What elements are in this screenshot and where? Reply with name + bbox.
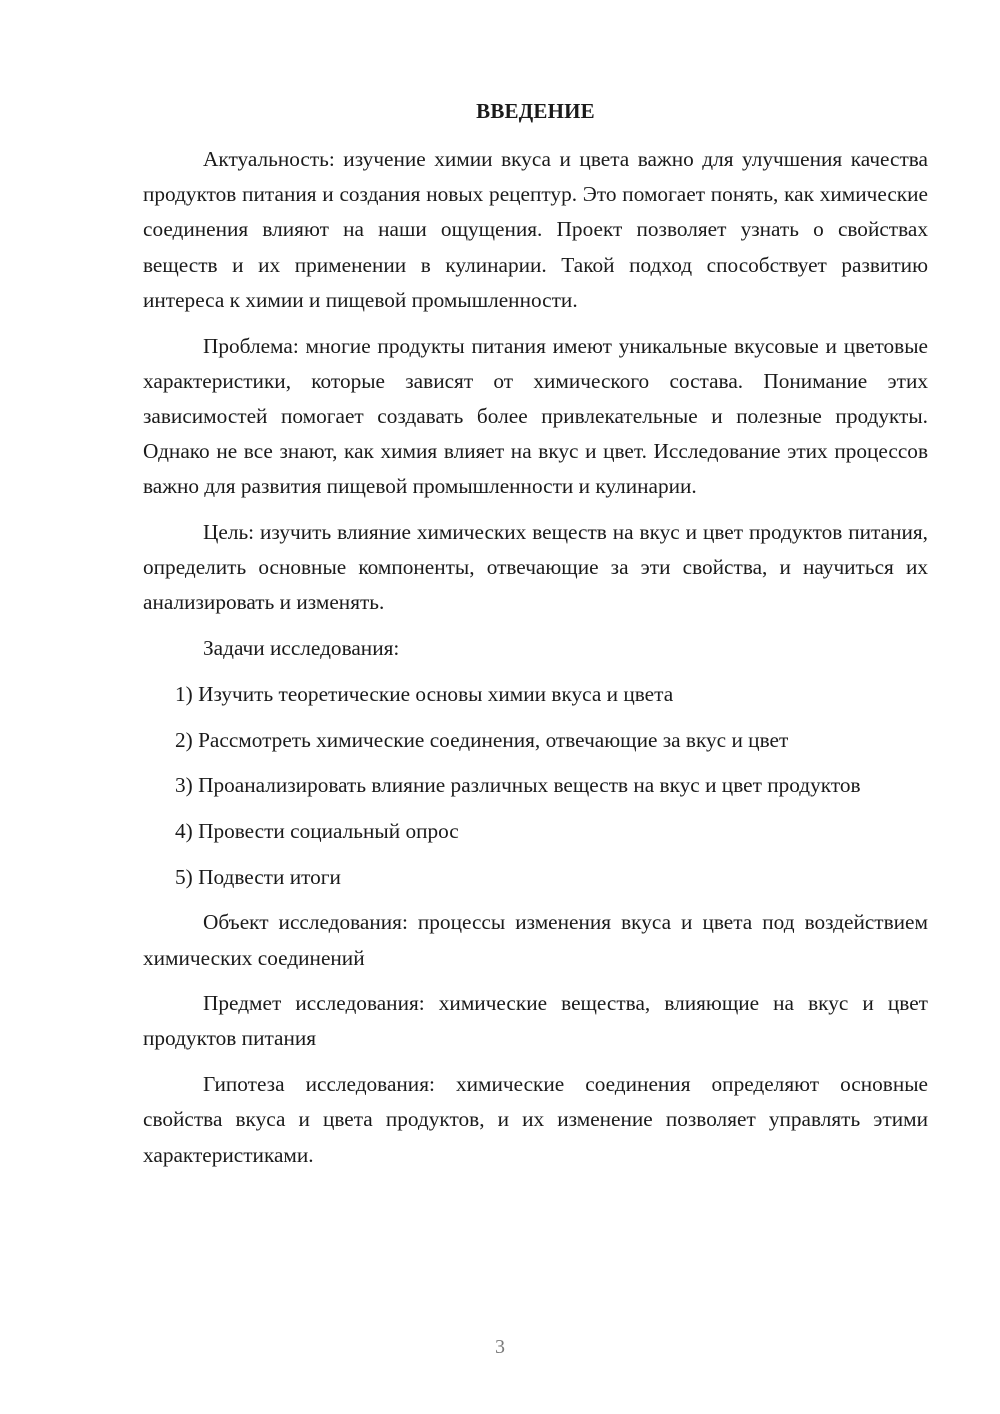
- paragraph-relevance: Актуальность: изучение химии вкуса и цвета важно для улучшения качества продуктов питания и создания новых рецептур. Это помогает понять, как химические соединения влияют на наши ощущения. Проект позволяет узнать о свойствах веществ и их применении в кулинарии. Такой подход способствует развитию интереса к химии и пищевой промышленности.: [143, 147, 928, 312]
- task-list-item: 5) Подвести итоги: [175, 864, 341, 889]
- page-number: 3: [495, 1336, 505, 1358]
- task-list-item: 4) Провести социальный опрос: [175, 818, 459, 843]
- task-list-item: 1) Изучить теоретические основы химии вкуса и цвета: [175, 681, 674, 706]
- paragraph-goal: Цель: изучить влияние химических веществ на вкус и цвет продуктов питания, определить основные компоненты, отвечающие за эти свойства, и научиться их анализировать и изменять.: [143, 520, 928, 615]
- paragraph-tasks-heading: Задачи исследования:: [203, 636, 400, 661]
- section-body: [143, 142, 928, 1183]
- paragraph-subject: Предмет исследования: химические вещества, влияющие на вкус и цвет продуктов питания: [143, 991, 928, 1051]
- paragraph-hypothesis: Гипотеза исследования: химические соединения определяют основные свойства вкуса и цвета продуктов, и их изменение позволяет управлять этими характеристиками.: [143, 1072, 928, 1167]
- paragraph-object: Объект исследования: процессы изменения вкуса и цвета под воздействием химических соединений: [143, 910, 928, 970]
- section-title: ВВЕДЕНИЕ: [476, 99, 595, 123]
- task-list-item: 2) Рассмотреть химические соединения, отвечающие за вкус и цвет: [175, 727, 789, 752]
- task-list-item: 3) Проанализировать влияние различных веществ на вкус и цвет продуктов: [175, 773, 861, 798]
- paragraph-problem: Проблема: многие продукты питания имеют уникальные вкусовые и цветовые характеристики, которые зависят от химического состава. Понимание этих зависимостей помогает создавать более привлекательные и полезные продукты. Однако не все знают, как химия влияет на вкус и цвет. Исследование этих процессов важно для развития пищевой промышленности и кулинарии.: [143, 333, 928, 499]
